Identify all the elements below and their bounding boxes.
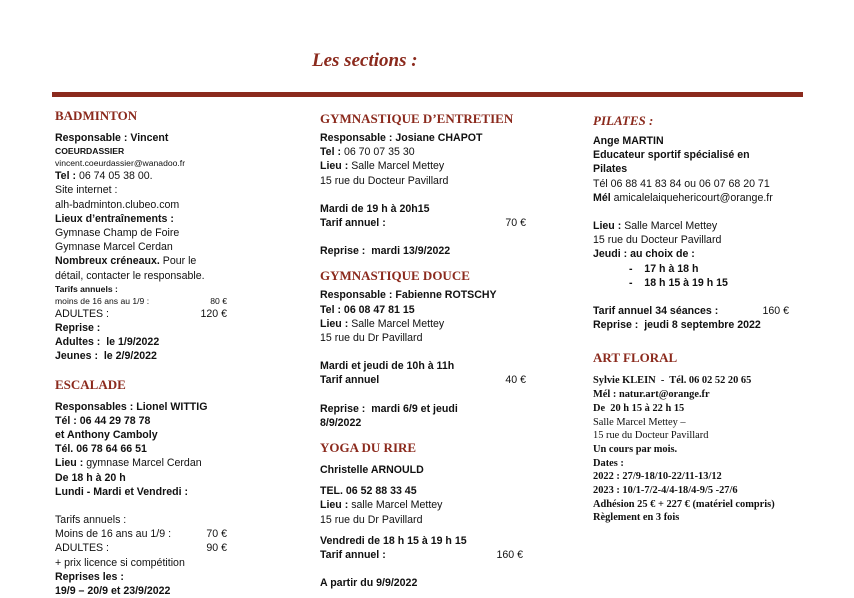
section-badminton bbox=[55, 108, 227, 364]
label: Tel : bbox=[55, 170, 79, 183]
title-divider bbox=[52, 92, 803, 97]
address: 15 rue du Docteur Pavillard bbox=[593, 430, 709, 442]
contact-name: Vincent bbox=[130, 132, 169, 144]
venue: salle Marcel Mettey bbox=[351, 499, 443, 512]
resume-date: Adultes : le 1/9/2022 bbox=[55, 336, 160, 349]
address: 15 rue du Docteur Pavillard bbox=[320, 174, 449, 187]
contact-name: Josiane CHAPOT bbox=[395, 132, 483, 144]
label: Dates : bbox=[593, 457, 624, 469]
section-heading: ESCALADE bbox=[55, 376, 126, 392]
note: Règlement en 3 fois bbox=[593, 512, 680, 524]
price-value: 70 € bbox=[505, 217, 526, 230]
label: Lieu : bbox=[320, 160, 352, 173]
note: Un cours par mois. bbox=[593, 443, 678, 455]
contact-lastname: COEURDASSIER bbox=[55, 146, 125, 157]
section-heading: BADMINTON bbox=[55, 108, 138, 123]
label: Site internet : bbox=[55, 184, 118, 197]
section-heading: YOGA DU RIRE bbox=[320, 440, 417, 456]
address: 15 rue du Docteur Pavillard bbox=[593, 234, 722, 247]
phone: 06 70 07 35 30 bbox=[343, 146, 415, 159]
price-value: 80 € bbox=[210, 295, 227, 306]
venue: Gymnase Marcel Cerdan bbox=[55, 241, 173, 254]
price-row bbox=[320, 373, 526, 387]
price-value: 70 € bbox=[206, 528, 227, 541]
schedule: De 18 h à 20 h bbox=[55, 471, 126, 484]
section-art-floral bbox=[593, 350, 793, 525]
label: Responsable : bbox=[55, 132, 131, 144]
resume-date: 19/9 – 20/9 et 23/9/2022 bbox=[55, 585, 171, 598]
role: Educateur sportif spécialisé en bbox=[593, 149, 750, 162]
label: Lieu : bbox=[55, 457, 87, 470]
schedule: Mardi de 19 h à 20h15 bbox=[320, 202, 430, 215]
price-label: ADULTES : bbox=[55, 542, 109, 555]
note: détail, contacter le responsable. bbox=[55, 269, 205, 282]
label: Responsables : bbox=[55, 400, 137, 413]
price-row bbox=[55, 295, 227, 307]
label: Lieux d’entraînements : bbox=[55, 212, 174, 225]
section-pilates bbox=[593, 113, 793, 332]
price-row bbox=[320, 216, 526, 230]
price-label: ADULTES : bbox=[55, 307, 109, 320]
schedule: Jeudi : au choix de : bbox=[593, 248, 695, 261]
email-link[interactable]: vincent.coeurdassier@wanadoo.fr bbox=[55, 158, 186, 169]
price-value: 120 € bbox=[200, 307, 227, 320]
label: Reprise : bbox=[55, 322, 101, 335]
label: Tarifs annuels : bbox=[55, 514, 127, 527]
phone: Tél 06 88 41 83 84 ou 06 07 68 20 71 bbox=[593, 177, 770, 190]
venue: Salle Marcel Mettey bbox=[351, 160, 445, 173]
label: Lieu : bbox=[320, 317, 352, 330]
label: Lieu : bbox=[593, 220, 625, 233]
section-gym-entretien bbox=[320, 111, 526, 258]
dates: 2023 : 10/1-7/2-4/4-18/4-9/5 -27/6 bbox=[593, 485, 738, 497]
resume-date: 8/9/2022 bbox=[320, 416, 362, 429]
section-gym-douce bbox=[320, 268, 526, 430]
price-label: moins de 16 ans au 1/9 : bbox=[55, 295, 150, 306]
section-heading: ART FLORAL bbox=[593, 350, 678, 366]
label: Tarifs annuels : bbox=[55, 283, 118, 294]
start-date: A partir du 9/9/2022 bbox=[320, 577, 418, 590]
price-label: Moins de 16 ans au 1/9 : bbox=[55, 528, 172, 541]
label: Tel : bbox=[320, 146, 344, 159]
note: Pour le bbox=[159, 255, 197, 268]
section-escalade bbox=[55, 377, 227, 598]
label: Mél bbox=[593, 191, 614, 204]
price-value: 40 € bbox=[505, 374, 526, 387]
role: Pilates bbox=[593, 163, 628, 176]
address: 15 rue du Dr Pavillard bbox=[320, 513, 423, 526]
price-row bbox=[593, 304, 793, 318]
price-value: 90 € bbox=[206, 542, 227, 555]
price-label: Tarif annuel bbox=[320, 374, 380, 387]
label: Lieu : bbox=[320, 499, 352, 512]
price-row bbox=[55, 527, 227, 541]
phone: TEL. 06 52 88 33 45 bbox=[320, 485, 417, 498]
contact-name: Lionel WITTIG bbox=[136, 400, 208, 413]
resume-date: Reprise : jeudi 8 septembre 2022 bbox=[593, 319, 761, 332]
contact-name: Sylvie KLEIN - Tél. 06 02 52 20 65 bbox=[593, 375, 752, 387]
days: Lundi - Mardi et Vendredi : bbox=[55, 485, 189, 498]
resume-date: Reprise : mardi 6/9 et jeudi bbox=[320, 402, 458, 415]
price-label: Tarif annuel : bbox=[320, 217, 386, 230]
venue: gymnase Marcel Cerdan bbox=[86, 457, 202, 470]
address: 15 rue du Dr Pavillard bbox=[320, 332, 423, 345]
email-link[interactable]: amicalelaiquehericourt@orange.fr bbox=[613, 191, 773, 204]
column-middle bbox=[320, 111, 526, 590]
schedule: Vendredi de 18 h 15 à 19 h 15 bbox=[320, 534, 467, 547]
section-heading: PILATES : bbox=[593, 113, 654, 128]
resume-date: Jeunes : le 2/9/2022 bbox=[55, 350, 157, 363]
schedule: Mardi et jeudi de 10h à 11h bbox=[320, 360, 455, 373]
dates: 2022 : 27/9-18/10-22/11-13/12 bbox=[593, 471, 722, 483]
page-title: Les sections : bbox=[312, 50, 418, 71]
note: Nombreux créneaux. bbox=[55, 255, 160, 268]
price-row bbox=[320, 548, 526, 562]
phone: 06 74 05 38 00. bbox=[78, 170, 153, 183]
website-link[interactable]: alh-badminton.clubeo.com bbox=[55, 198, 180, 211]
contact-name: Ange MARTIN bbox=[593, 135, 664, 147]
schedule: De 20 h 15 à 22 h 15 bbox=[593, 402, 685, 414]
venue: Gymnase Champ de Foire bbox=[55, 227, 180, 240]
email-link[interactable]: Mél : natur.art@orange.fr bbox=[593, 389, 710, 401]
note: + prix licence si compétition bbox=[55, 556, 185, 569]
price-row bbox=[55, 307, 227, 321]
resume-date: Reprise : mardi 13/9/2022 bbox=[320, 245, 451, 258]
price-value: 160 € bbox=[762, 305, 789, 318]
schedule-option: - 17 h à 18 h bbox=[629, 262, 699, 275]
contact-name: et Anthony Camboly bbox=[55, 429, 158, 442]
contact-name: Christelle ARNOULD bbox=[320, 464, 424, 477]
label: Reprises les : bbox=[55, 570, 124, 583]
contact-name: Responsable : Fabienne ROTSCHY bbox=[320, 289, 497, 302]
section-heading: GYMNASTIQUE DOUCE bbox=[320, 268, 470, 284]
price: Adhésion 25 € + 227 € (matériel compris) bbox=[593, 498, 775, 510]
price-value: 160 € bbox=[496, 549, 523, 562]
venue: Salle Marcel Mettey bbox=[351, 317, 445, 330]
schedule-option: - 18 h 15 à 19 h 15 bbox=[629, 276, 728, 289]
price-row bbox=[55, 541, 227, 555]
section-yoga-du-rire bbox=[320, 440, 526, 590]
label: Responsable : bbox=[320, 132, 396, 144]
price-label: Tarif annuel 34 séances : bbox=[593, 305, 719, 318]
column-right bbox=[593, 113, 793, 525]
price-label: Tarif annuel : bbox=[320, 549, 386, 562]
column-left bbox=[55, 108, 227, 598]
phone: Tel : 06 08 47 81 15 bbox=[320, 303, 415, 316]
venue: Salle Marcel Mettey bbox=[624, 220, 718, 233]
phone: Tél : 06 44 29 78 78 bbox=[55, 414, 151, 427]
venue: Salle Marcel Mettey – bbox=[593, 416, 686, 428]
section-heading: GYMNASTIQUE D’ENTRETIEN bbox=[320, 111, 514, 126]
phone: Tél. 06 78 64 66 51 bbox=[55, 443, 147, 456]
